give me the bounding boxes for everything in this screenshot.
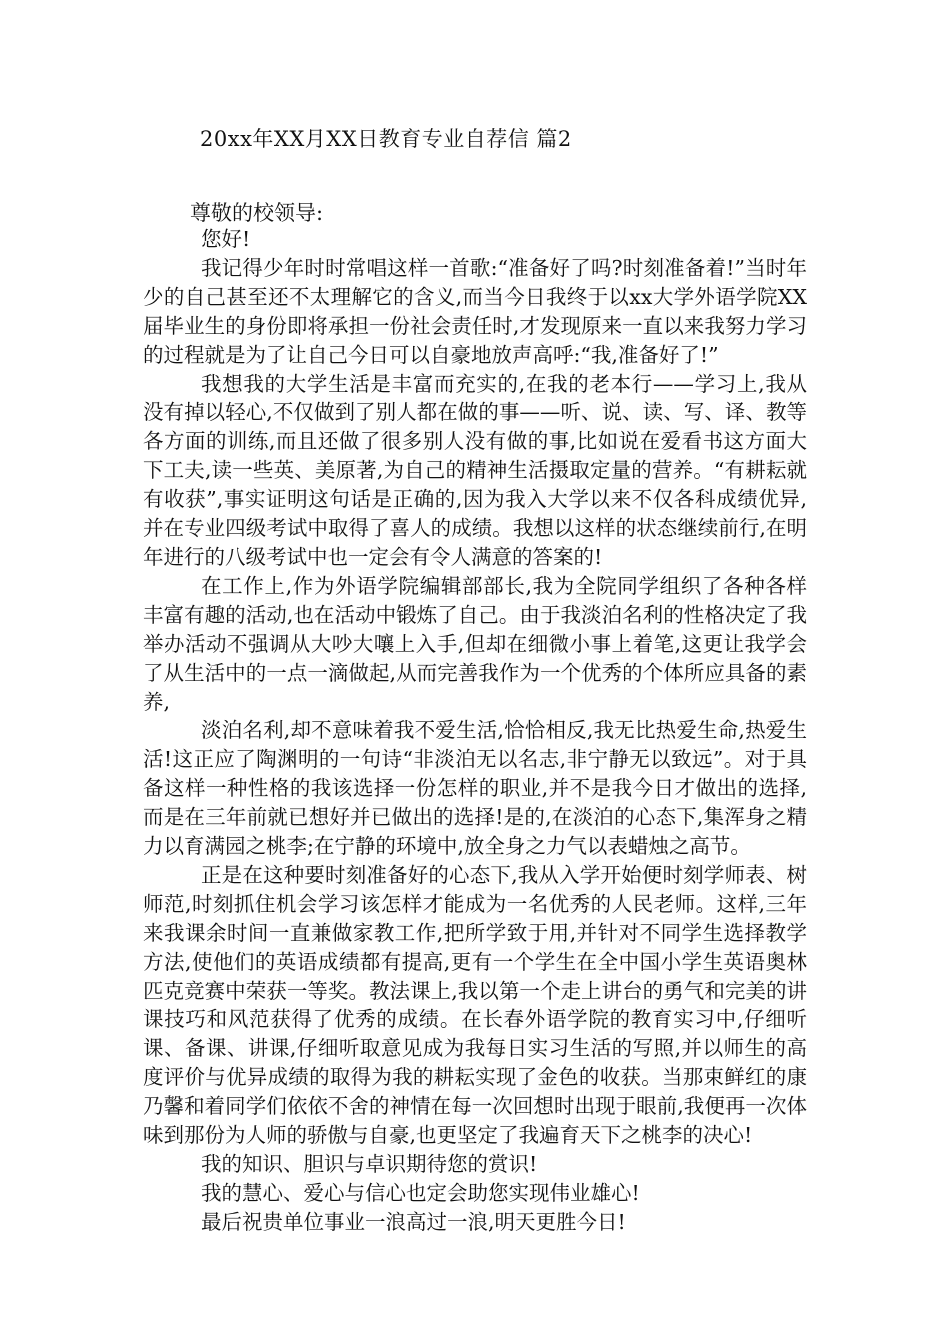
paragraph-5: 正是在这种要时刻准备好的心态下,我从入学开始便时刻学师表、树师范,时刻抓住机会学习该怎样才能成为一名优秀的人民老师。这样,三年来我课余时间一直兼做家教工作,把所学致于用,并针对不同学生选择教学方法,使他们的英语成绩都有提高,更有一个学生在全中国小学生英语奥林匹克竞赛中荣获一等奖。教法课上,我以第一个走上讲台的勇气和完美的讲课技巧和风范获得了优秀的成绩。在长春外语学院的教育实习中,仔细听课、备课、讲课,仔细听取意见成为我每日实习生活的写照,并以师生的高度评价与优异成绩的取得为我的耕耘实现了金色的收获。当那束鲜红的康乃馨和着同学们依依不舍的神情在每一次回想时出现于眼前,我便再一次体味到那份为人师的骄傲与自豪,也更坚定了我遍育天下之桃李的决心! <box>143 862 807 1148</box>
greeting: 您好! <box>201 227 251 251</box>
document-title: 20xx年XX月XX日教育专业自荐信 篇2 <box>200 127 572 151</box>
paragraph-1: 我记得少年时时常唱这样一首歌:“准备好了吗?时刻准备着!”当时年少的自己甚至还不太理解它的含义,而当今日我终于以xx大学外语学院XX届毕业生的身份即将承担一份社会责任时,才发现原来一直以来我努力学习的过程就是为了让自己今日可以自豪地放声高呼:“我,准备好了!” <box>143 255 807 367</box>
salutation: 尊敬的校领导: <box>190 201 324 225</box>
paragraph-2: 我想我的大学生活是丰富而充实的,在我的老本行——学习上,我从没有掉以轻心,不仅做到了别人都在做的事——听、说、读、写、译、教等各方面的训练,而且还做了很多别人没有做的事,比如说在爱看书这方面大下工夫,读一些英、美原著,为自己的精神生活摄取定量的营养。“有耕耘就有收获”,事实证明这句话是正确的,因为我入大学以来不仅各科成绩优异,并在专业四级考试中取得了喜人的成绩。我想以这样的状态继续前行,在明年进行的八级考试中也一定会有令人满意的答案的! <box>143 371 807 569</box>
closing-line-1: 我的知识、胆识与卓识期待您的赏识! <box>201 1152 538 1176</box>
paragraph-3: 在工作上,作为外语学院编辑部部长,我为全院同学组织了各种各样丰富有趣的活动,也在活动中锻炼了自己。由于我淡泊名利的性格决定了我举办活动不强调从大吵大嚷上入手,但却在细微小事上着笔,这更让我学会了从生活中的一点一滴做起,从而完善我作为一个优秀的个体所应具备的素养, <box>143 573 807 714</box>
closing-line-3: 最后祝贵单位事业一浪高过一浪,明天更胜今日! <box>201 1209 626 1234</box>
closing-line-2: 我的慧心、爱心与信心也定会助您实现伟业雄心! <box>201 1180 640 1205</box>
paragraph-4: 淡泊名利,却不意味着我不爱生活,恰恰相反,我无比热爱生命,热爱生活!这正应了陶渊明的一句诗“非淡泊无以名志,非宁静无以致远”。对于具备这样一种性格的我该选择一份怎样的职业,并不是我今日才做出的选择,而是在三年前就已想好并已做出的选择!是的,在淡泊的心态下,集浑身之精力以育满园之桃李;在宁静的环境中,放全身之力气以表蜡烛之高节。 <box>143 718 807 859</box>
letter-body <box>143 225 807 1237</box>
